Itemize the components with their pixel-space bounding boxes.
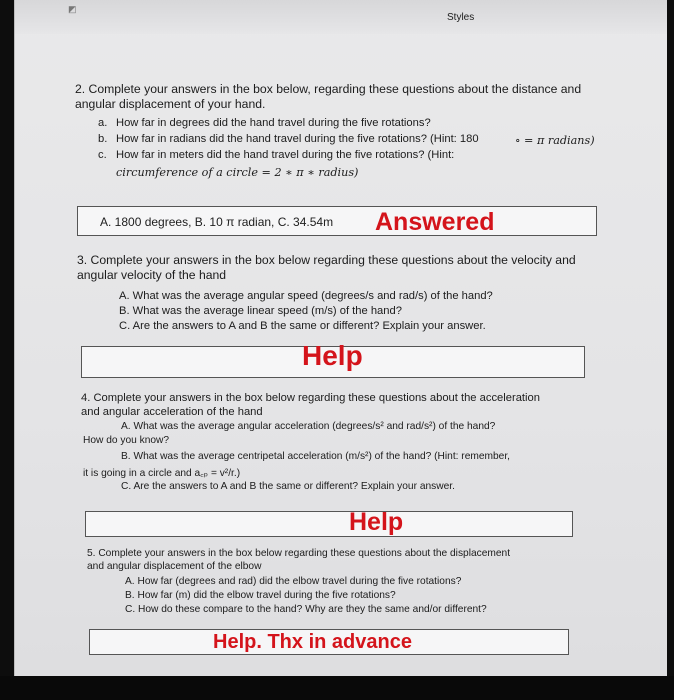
q4-b-cont: it is going in a circle and a꜀ₚ = v²/r.) [83, 468, 241, 479]
q4-a-cont: How do you know? [83, 435, 170, 446]
q4-c: C. Are the answers to A and B the same or different? Explain your answer. [121, 481, 455, 492]
q5-line2: and angular displacement of the elbow [87, 561, 262, 572]
q4-line1: 4. Complete your answers in the box below regarding these questions about the acceleration [81, 392, 540, 404]
q2-b-math: ∘ = π radians) [515, 134, 595, 147]
q2-b-letter: b. [98, 133, 108, 145]
styles-label[interactable]: Styles [447, 12, 475, 23]
q4-help-stamp: Help [349, 508, 404, 536]
q5-a: A. How far (degrees and rad) did the elbow travel during the five rotations? [125, 576, 462, 587]
q4-answer-box[interactable] [85, 511, 573, 537]
q4-a: A. What was the average angular acceleration (degrees/s² and rad/s²) of the hand? [121, 421, 496, 432]
q2-a-text: How far in degrees did the hand travel during the five rotations? [116, 117, 431, 129]
q2-c-text: How far in meters did the hand travel during the five rotations? (Hint: [116, 149, 455, 161]
q2-answered-stamp: Answered [375, 208, 495, 236]
photo-frame-bottom [0, 676, 674, 700]
q5-c: C. How do these compare to the hand? Why are they the same and/or different? [125, 604, 487, 615]
q3-b: B. What was the average linear speed (m/s) of the hand? [119, 305, 402, 317]
q3-help-stamp: Help [302, 340, 363, 371]
q3-a: A. What was the average angular speed (degrees/s and rad/s) of the hand? [119, 290, 493, 302]
q4-line2: and angular acceleration of the hand [81, 406, 263, 418]
q2-answer-text: A. 1800 degrees, B. 10 π radian, C. 34.54m [100, 215, 334, 229]
q3-c: C. Are the answers to A and B the same or different? Explain your answer. [119, 320, 486, 332]
q2-c-math: circumference of a circle = 2 ∗ π ∗ radius) [116, 166, 359, 179]
ribbon-strip [15, 0, 667, 34]
q3-line1: 3. Complete your answers in the box below regarding these questions about the velocity and [77, 253, 576, 267]
q5-line1: 5. Complete your answers in the box below regarding these questions about the displacement [87, 548, 511, 559]
q2-line1: 2. Complete your answers in the box below, regarding these questions about the distance and [75, 82, 582, 96]
q2-c-letter: c. [98, 149, 107, 161]
q2-b-text: How far in radians did the hand travel during the five rotations? (Hint: 180 [116, 133, 479, 145]
q4-b: B. What was the average centripetal acceleration (m/s²) of the hand? (Hint: remember, [121, 451, 510, 462]
q2-answer-box[interactable] [77, 206, 597, 236]
q2-a-letter: a. [98, 117, 108, 129]
document-page [14, 0, 667, 676]
q2-line2: angular displacement of your hand. [75, 97, 266, 111]
q5-b: B. How far (m) did the elbow travel during the five rotations? [125, 590, 396, 601]
document-corner-icon: ◩ [68, 4, 77, 14]
q5-help-stamp: Help. Thx in advance [213, 631, 412, 653]
q3-line2: angular velocity of the hand [77, 268, 227, 282]
